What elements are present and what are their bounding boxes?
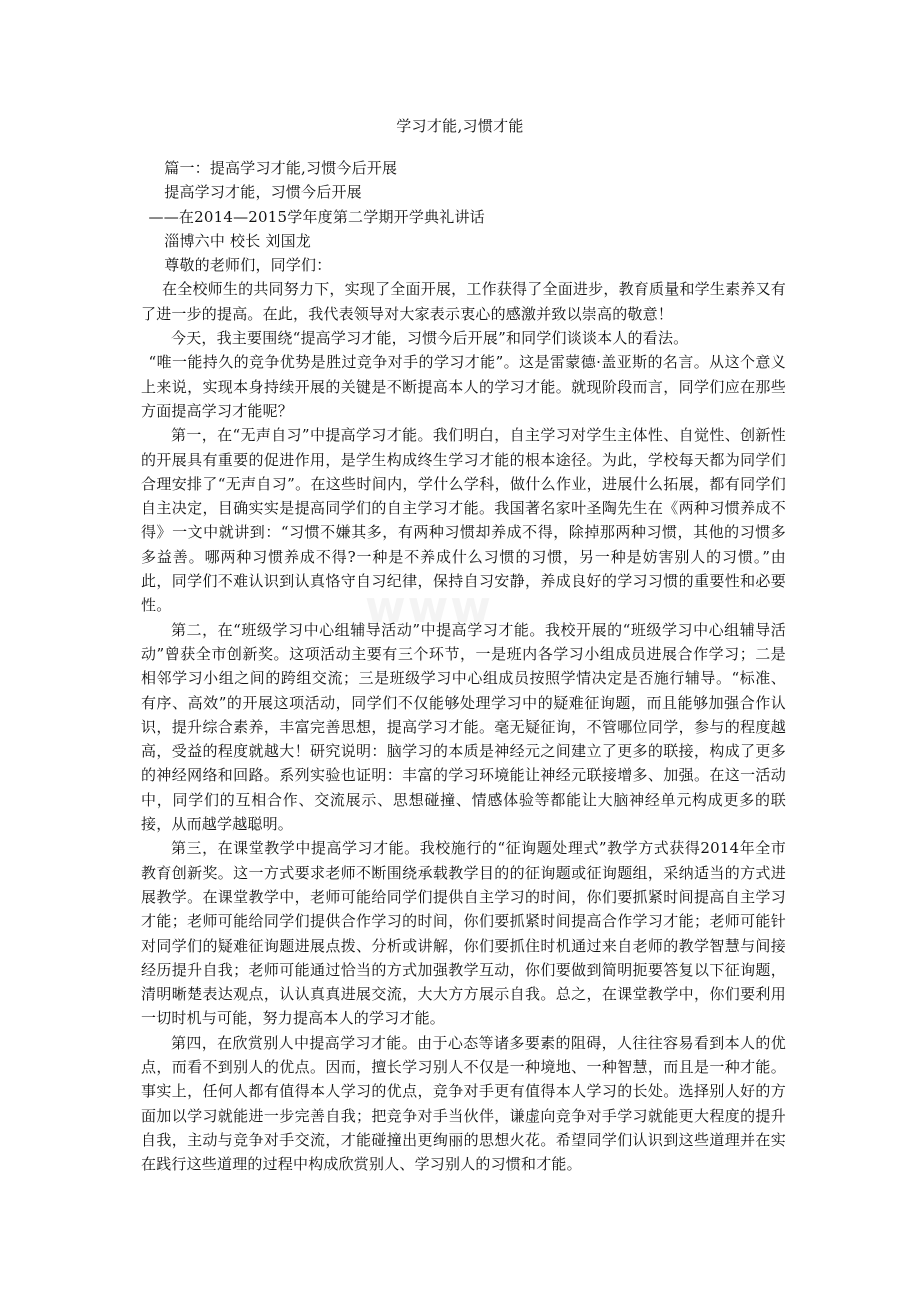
paragraph: 第一，在“无声自习”中提高学习才能。我们明白，自主学习对学生主体性、自觉性、创新性的开展具有重要的促进作用，是学生构成终生学习才能的根本途径。为此，学校每天都为同学们合理安排了“无声自习”。在这些时间内，学什么学科，做什么作业，进展什么拓展，都有同学们自主决定，目确实实是提高同学们的自主学习才能。我国著名家叶圣陶先生在《两种习惯养成不得》一文中就讲到：“习惯不嫌其多，有两种习惯却养成不得，除掉那两种习惯，其他的习惯多多益善。哪两种习惯养成不得?一种是不养成什么习惯的习惯，另一种是妨害别人的习惯。”由此，同学们不难认识到认真恪守自习纪律，保持自习安静，养成良好的学习习惯的重要性和必要性。: [141, 426, 786, 615]
speaker-line: 淄博六中 校长 刘国龙: [164, 231, 311, 250]
speech-title: 提高学习才能，习惯今后开展: [164, 183, 362, 202]
document-title: 学习才能,习惯才能: [396, 117, 524, 135]
paragraph: “唯一能持久的竞争优势是胜过竞争对手的学习才能”。这是雷蒙德·盖亚斯的名言。从这个意义上来说，实现本身持续开展的关键是不断提高本人的学习才能。就现阶段而言，同学们应在那些方面提高学习才能呢？: [141, 353, 786, 420]
speech-subtitle: ——在2014—2015学年度第二学期开学典礼讲话: [148, 207, 485, 226]
paragraph: 第二，在“班级学习中心组辅导活动”中提高学习才能。我校开展的“班级学习中心组辅导活动”曾获全市创新奖。这项活动主要有三个环节，一是班内各学习小组成员进展合作学习；二是相邻学习小组之间的跨组交流；三是班级学习中心组成员按照学情决定是否施行辅导。“标准、有序、高效”的开展这项活动，同学们不仅能够处理学习中的疑难征询题，而且能够加强合作认识，提升综合素养，丰富完善思想，提高学习才能。毫无疑征询，不管哪位同学，参与的程度越高，受益的程度就越大！研究说明：脑学习的本质是神经元之间建立了更多的联接，构成了更多的神经网络和回路。系列实验也证明：丰富的学习环境能让神经元联接增多、加强。在这一活动中，同学们的互相合作、交流展示、思想碰撞、情感体验等都能让大脑神经单元构成更多的联接，从而越学越聪明。: [141, 620, 786, 834]
salutation: 尊敬的老师们，同学们：: [164, 256, 332, 275]
paragraph: 在全校师生的共同努力下，实现了全面开展，工作获得了全面进步，教育质量和学生素养又有了进一步的提高。在此，我代表领导对大家表示衷心的感激并致以崇高的敬意！: [141, 280, 786, 323]
section-heading: 篇一：提高学习才能,习惯今后开展: [164, 159, 398, 177]
watermark: www: [365, 582, 493, 633]
paragraph: 今天，我主要围绕“提高学习才能，习惯今后开展”和同学们谈谈本人的看法。: [171, 329, 689, 348]
document-body: [141, 156, 786, 1176]
paragraph: 第四，在欣赏别人中提高学习才能。由于心态等诸多要素的阻碍，人往往容易看到本人的优点，而看不到别人的优点。因而，擅长学习别人不仅是一种境地、一种智慧，而且是一种才能。事实上，任何人都有值得本人学习的优点，竞争对手更有值得本人学习的长处。选择别人好的方面加以学习就能进一步完善自我；把竞争对手当伙伴，谦虚向竞争对手学习就能更大程度的提升自我，主动与竞争对手交流，才能碰撞出更绚丽的思想火花。希望同学们认识到这些道理并在实在践行这些道理的过程中构成欣赏别人、学习别人的习惯和才能。: [141, 1033, 786, 1174]
paragraph: 第三，在课堂教学中提高学习才能。我校施行的“征询题处理式”教学方式获得2014年全市教育创新奖。这一方式要求老师不断围绕承载教学目的的征询题或征询题组，采纳适当的方式进展教学。在课堂教学中，老师可能给同学们提供自主学习的时间，你们要抓紧时间提高自主学习才能；老师可能给同学们提供合作学习的时间，你们要抓紧时间提高合作学习才能；老师可能针对同学们的疑难征询题进展点拨、分析或讲解，你们要抓住时机通过来自老师的教学智慧与间接经历提升自我；老师可能通过恰当的方式加强教学互动，你们要做到简明扼要答复以下征询题，清明晰楚表达观点，认认真真进展交流，大大方方展示自我。总之，在课堂教学中，你们要利用一切时机与可能，努力提高本人的学习才能。: [141, 839, 786, 1028]
